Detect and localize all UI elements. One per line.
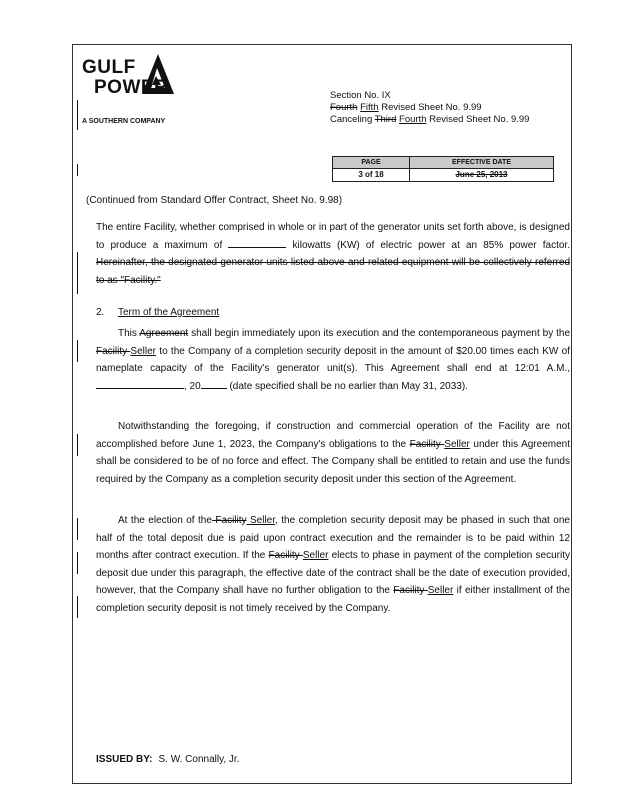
struck-text: Fourth bbox=[330, 102, 358, 113]
page-label: PAGE bbox=[333, 157, 409, 169]
inserted-text: Fifth bbox=[360, 102, 379, 113]
issued-by-name: S. W. Connally, Jr. bbox=[158, 754, 240, 765]
change-bar bbox=[77, 596, 78, 618]
inserted-text: Seller bbox=[444, 438, 470, 450]
logo-line-2: POWER bbox=[94, 77, 169, 98]
inserted-text: Fourth bbox=[399, 114, 427, 125]
change-bar bbox=[77, 518, 78, 540]
paragraph-notwithstanding bbox=[96, 418, 570, 488]
change-bar bbox=[77, 164, 78, 176]
paragraph-text: , the completion security deposit may be phased in such that one half of the total deposit due is paid upon contract execution and the remainder is to be paid within 12 months after contract execution. If the bbox=[96, 515, 570, 561]
effective-date-value: June 25, 2013 bbox=[455, 170, 508, 179]
struck-text: Agreement bbox=[139, 328, 189, 339]
page-column bbox=[333, 157, 410, 181]
paragraph-facility bbox=[96, 219, 570, 289]
company-logo bbox=[82, 57, 169, 125]
change-bar bbox=[77, 252, 78, 294]
paragraph-text: elects to phase in payment of the completion security deposit due under this paragraph, the effective date of the contract shall be the date of execution provided, however, that the Company shall have no further obligation to the bbox=[96, 550, 570, 596]
effective-date-label: EFFECTIVE DATE bbox=[410, 157, 553, 169]
paragraph-term bbox=[96, 325, 570, 395]
struck-text: Hereinafter, the designated generator units listed above and related equipment will be collectively referred to as "Facility." bbox=[96, 257, 570, 286]
struck-text: Facility bbox=[96, 345, 131, 357]
blank-field bbox=[201, 378, 227, 389]
inserted-text: Seller bbox=[130, 345, 156, 357]
canceling-line-text: Revised Sheet No. 9.99 bbox=[426, 114, 530, 125]
blank-field bbox=[228, 237, 286, 248]
change-bar bbox=[77, 552, 78, 574]
effective-column bbox=[410, 157, 553, 181]
inserted-text: Seller bbox=[427, 585, 454, 596]
paragraph-text: to the Company of a completion security deposit in the amount of $20.00 times each KW of nameplate capacity of the Facility's generator unit(s). This Agreement shall end at 12:01 A.M., bbox=[96, 345, 570, 374]
change-bar bbox=[77, 100, 78, 130]
continued-note: (Continued from Standard Offer Contract, Sheet No. 9.98) bbox=[86, 195, 343, 206]
paragraph-text: under this Agreement shall be considered to be of no force and effect. The Company shall be entitled to retain and use the funds required by the Company as a completion security deposit under this section of the Agreement. bbox=[96, 438, 570, 485]
inserted-text: Seller bbox=[302, 550, 329, 561]
heading-title: Term of the Agreement bbox=[118, 307, 220, 318]
struck-text: Facility bbox=[268, 550, 303, 561]
section-number: Section No. IX bbox=[330, 90, 391, 101]
paragraph-text: Notwithstanding the foregoing, if construction and commercial operation of the Facility are not accomplished before June 1, 2023, the Company's obligations to the bbox=[96, 421, 570, 450]
blank-field bbox=[96, 378, 184, 389]
paragraph-text: shall begin immediately upon its execution and the contemporaneous payment by the bbox=[188, 328, 571, 339]
inserted-text: Seller bbox=[246, 515, 276, 526]
struck-text: Facility bbox=[393, 585, 428, 596]
paragraph-text: if either installment of the completion security deposit is not timely received by the Company. bbox=[96, 585, 570, 614]
canceling-line bbox=[330, 114, 529, 126]
paragraph-text: (date specified shall be no earlier than May 31, 2033). bbox=[226, 380, 468, 392]
section-header bbox=[330, 90, 529, 126]
change-bar bbox=[77, 434, 78, 456]
page-border bbox=[72, 44, 572, 784]
struck-text: Facility bbox=[409, 438, 445, 450]
section-heading bbox=[96, 307, 219, 318]
paragraph-text: This bbox=[118, 328, 140, 339]
logo-line-1: GULF bbox=[82, 57, 136, 78]
struck-text: Facility bbox=[211, 515, 247, 526]
issued-by bbox=[96, 754, 239, 765]
page-value: 3 of 18 bbox=[358, 170, 384, 179]
logo-line-3: A SOUTHERN COMPANY bbox=[82, 118, 166, 125]
page-effective-date-box bbox=[332, 156, 554, 182]
paragraph-election bbox=[96, 512, 570, 617]
struck-text: Third bbox=[374, 114, 397, 125]
sheet-line bbox=[330, 102, 529, 114]
paragraph-text: kilowatts (KW) of electric power at an 85% power factor. bbox=[286, 239, 570, 251]
paragraph-text: , 20 bbox=[184, 380, 201, 392]
heading-number: 2. bbox=[96, 307, 105, 318]
issued-by-label: ISSUED BY: bbox=[96, 754, 153, 765]
canceling-prefix: Canceling bbox=[330, 114, 375, 125]
sheet-line-text: Revised Sheet No. 9.99 bbox=[378, 102, 482, 113]
paragraph-text: The entire Facility, whether comprised in whole or in part of the generator units set forth above, is designed to produce a maximum of bbox=[96, 222, 570, 251]
change-bar bbox=[77, 340, 78, 362]
paragraph-text: At the election of the bbox=[118, 515, 212, 526]
